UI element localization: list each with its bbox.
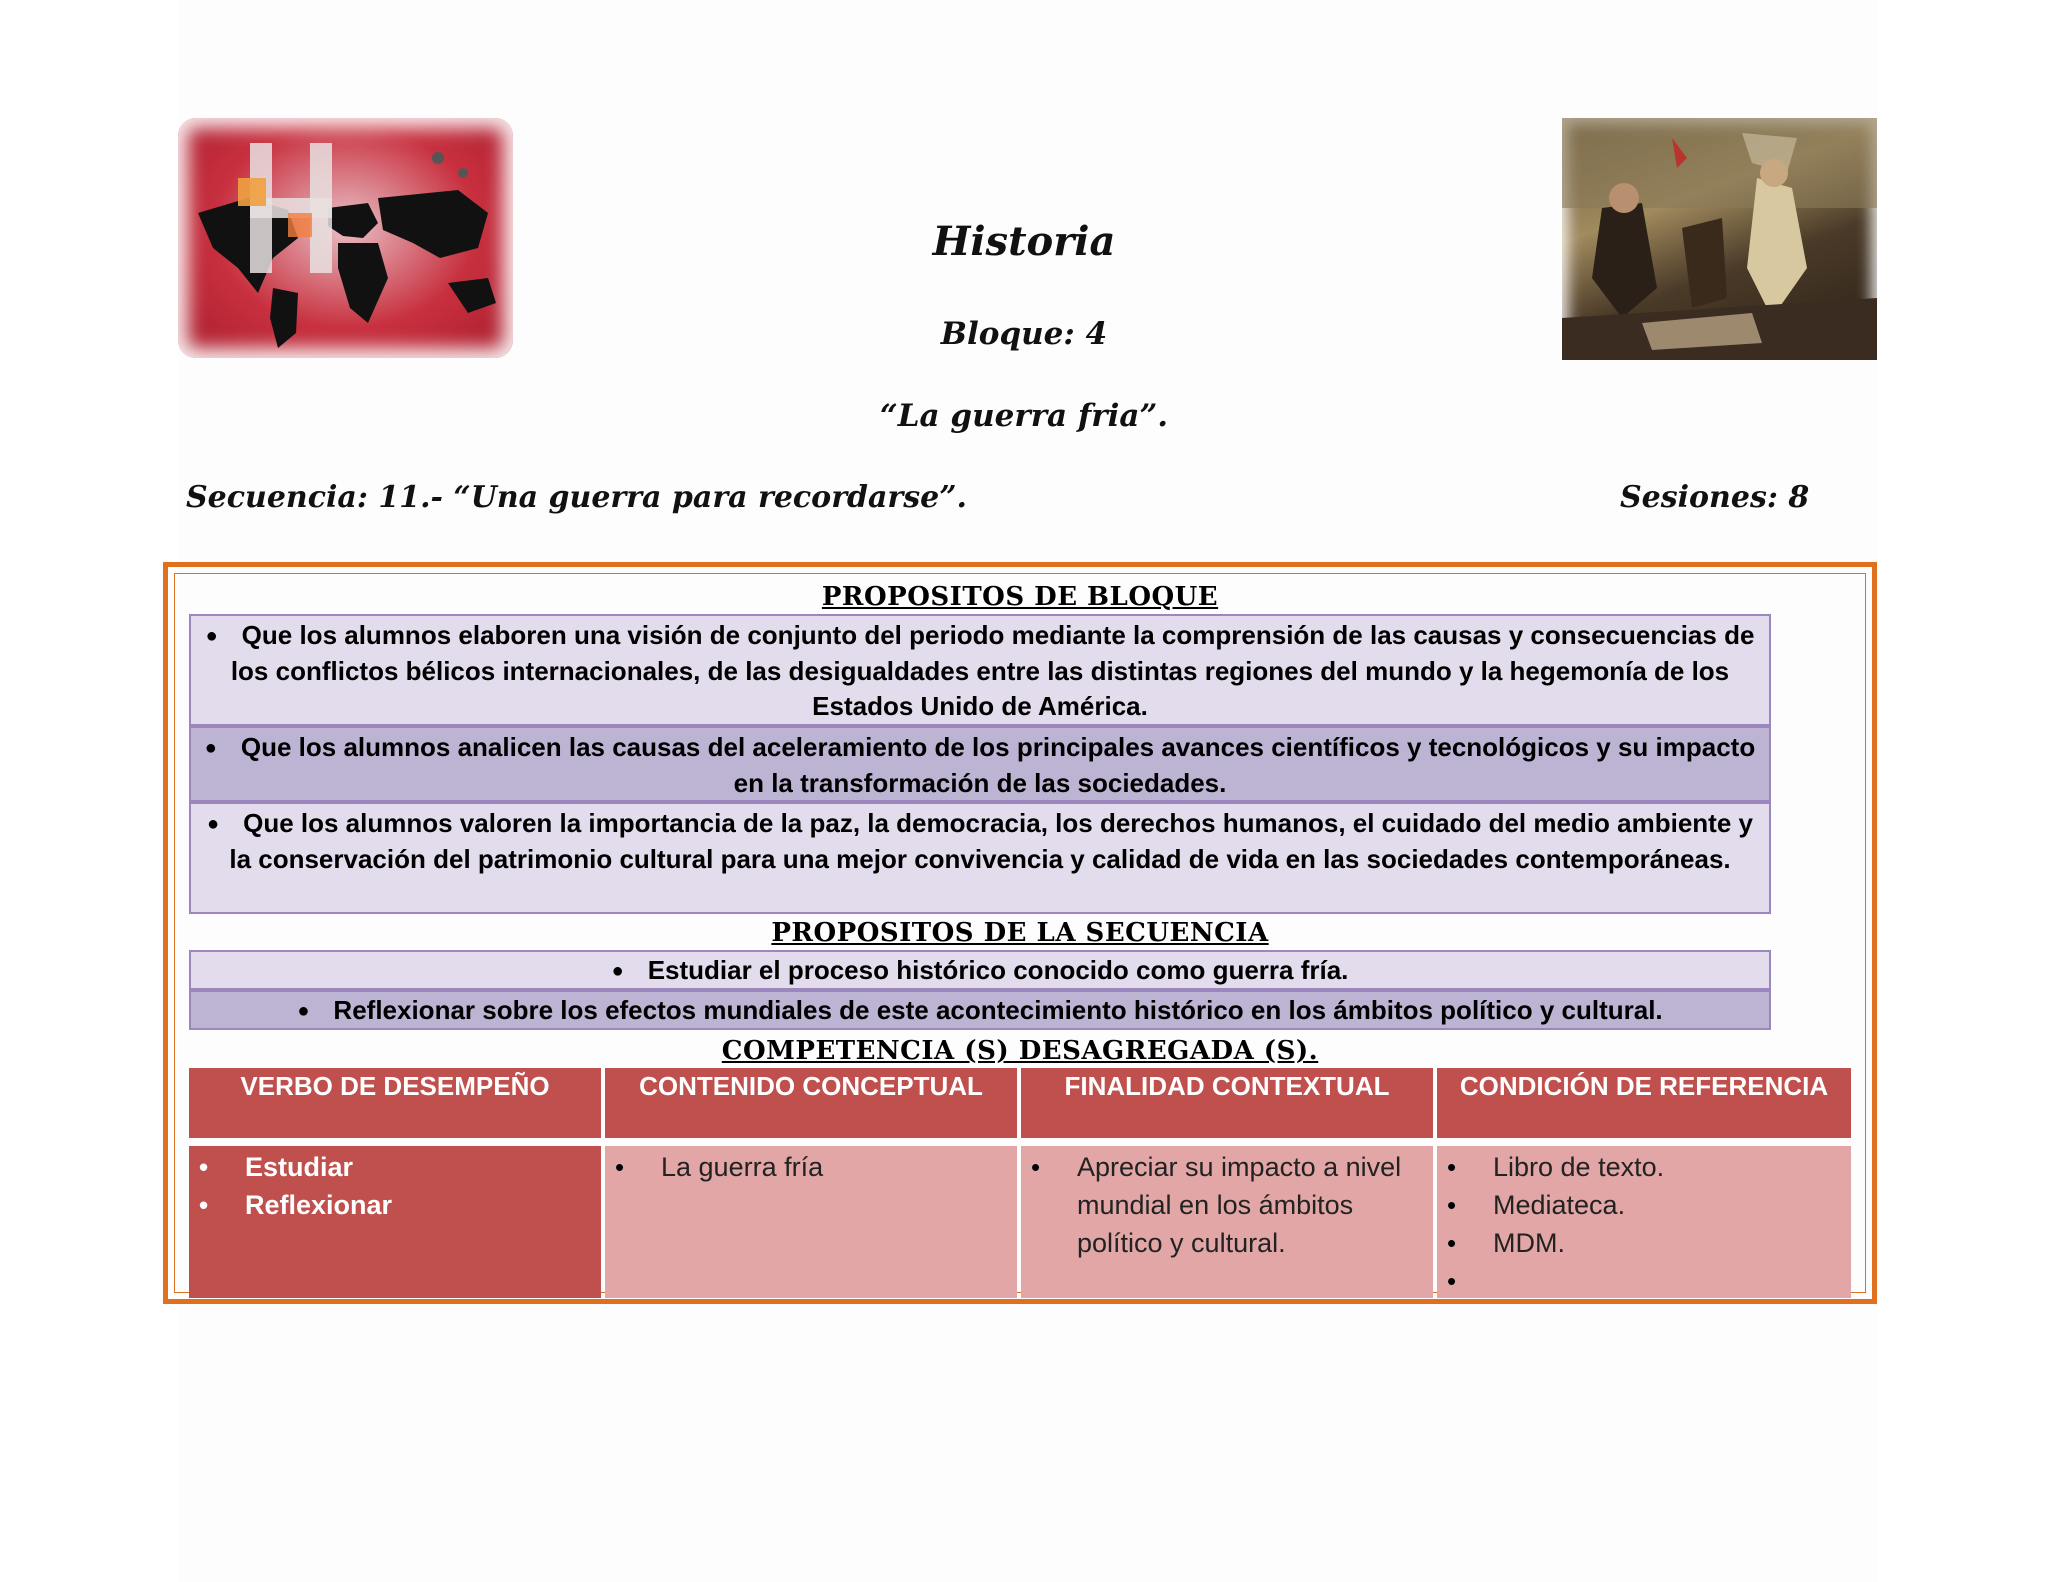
column-header-condicion: CONDICIÓN DE REFERENCIA [1437,1068,1851,1138]
bullet-icon: ● [205,625,218,647]
verbo-list [189,1148,601,1224]
column-header-finalidad: FINALIDAD CONTEXTUAL [1021,1068,1433,1138]
condicion-cell [1437,1146,1851,1298]
propositos-secuencia-text: Estudiar el proceso histórico conocido como guerra fría. [647,955,1349,985]
list-item: • Apreciar su impacto a nivel mundial en los ámbitos político y cultural. [1021,1148,1433,1262]
condicion-list [1437,1148,1851,1300]
propositos-secuencia-row [189,990,1771,1030]
propositos-bloque-row [189,614,1771,726]
topic-title: “La guerra fria”. [879,398,1169,434]
list-item: • MDM. [1437,1224,1851,1262]
contenido-list [605,1148,1017,1186]
propositos-bloque-text: Que los alumnos valoren la importancia de la paz, la democracia, los derechos humanos, el cuidado del medio ambiente y la conservación del patrimonio cultural para una mejor convivencia y calidad de vida en las sociedades contemporáneas. [229,808,1753,874]
list-item: • Estudiar [189,1148,601,1186]
competencia-heading: COMPETENCIA (S) DESAGREGADA (S). [721,1036,1319,1066]
propositos-secuencia-row [189,950,1771,990]
verbo-cell [189,1146,601,1298]
finalidad-list [1021,1148,1433,1262]
propositos-bloque-row [189,802,1771,914]
propositos-secuencia-text: Reflexionar sobre los efectos mundiales de este acontecimiento histórico en los ámbitos político y cultural. [333,995,1663,1025]
bullet-icon: ● [204,737,217,759]
propositos-bloque-text: Que los alumnos elaboren una visión de conjunto del periodo mediante la comprensión de las causas y consecuencias de los conflictos bélicos internacionales, de las desigualdades entre las distintas regiones del mundo y la hegemonía de los Estados Unido de América. [230,620,1755,721]
bullet-icon: ● [297,1000,310,1022]
column-header-contenido: CONTENIDO CONCEPTUAL [605,1068,1017,1138]
bloque-label: Bloque: 4 [940,316,1108,352]
sesiones-label: Sesiones: 8 [1620,480,1810,515]
list-item: • Libro de texto. [1437,1148,1851,1186]
propositos-bloque-text: Que los alumnos analicen las causas del aceleramiento de los principales avances científicos y tecnológicos y su impacto en la transformación de las sociedades. [240,732,1756,798]
bullet-icon: ● [207,813,220,835]
finalidad-cell [1021,1146,1433,1298]
subject-title: Historia [932,218,1116,265]
purposes-frame [163,562,1877,1304]
list-item: • La guerra fría [605,1148,1017,1186]
purposes-frame-inner [174,573,1866,1293]
secuencia-label: Secuencia: 11.- “Una guerra para recordarse”. [186,480,967,515]
propositos-secuencia-heading: PROPOSITOS DE LA SECUENCIA [771,918,1269,948]
list-item: • Reflexionar [189,1186,601,1224]
contenido-cell [605,1146,1017,1298]
list-item [1437,1262,1851,1300]
propositos-bloque-heading: PROPOSITOS DE BLOQUE [821,582,1219,612]
list-item: • Mediateca. [1437,1186,1851,1224]
propositos-bloque-row [189,726,1771,802]
column-header-verbo: VERBO DE DESEMPEÑO [189,1068,601,1138]
bullet-icon: ● [611,960,624,982]
